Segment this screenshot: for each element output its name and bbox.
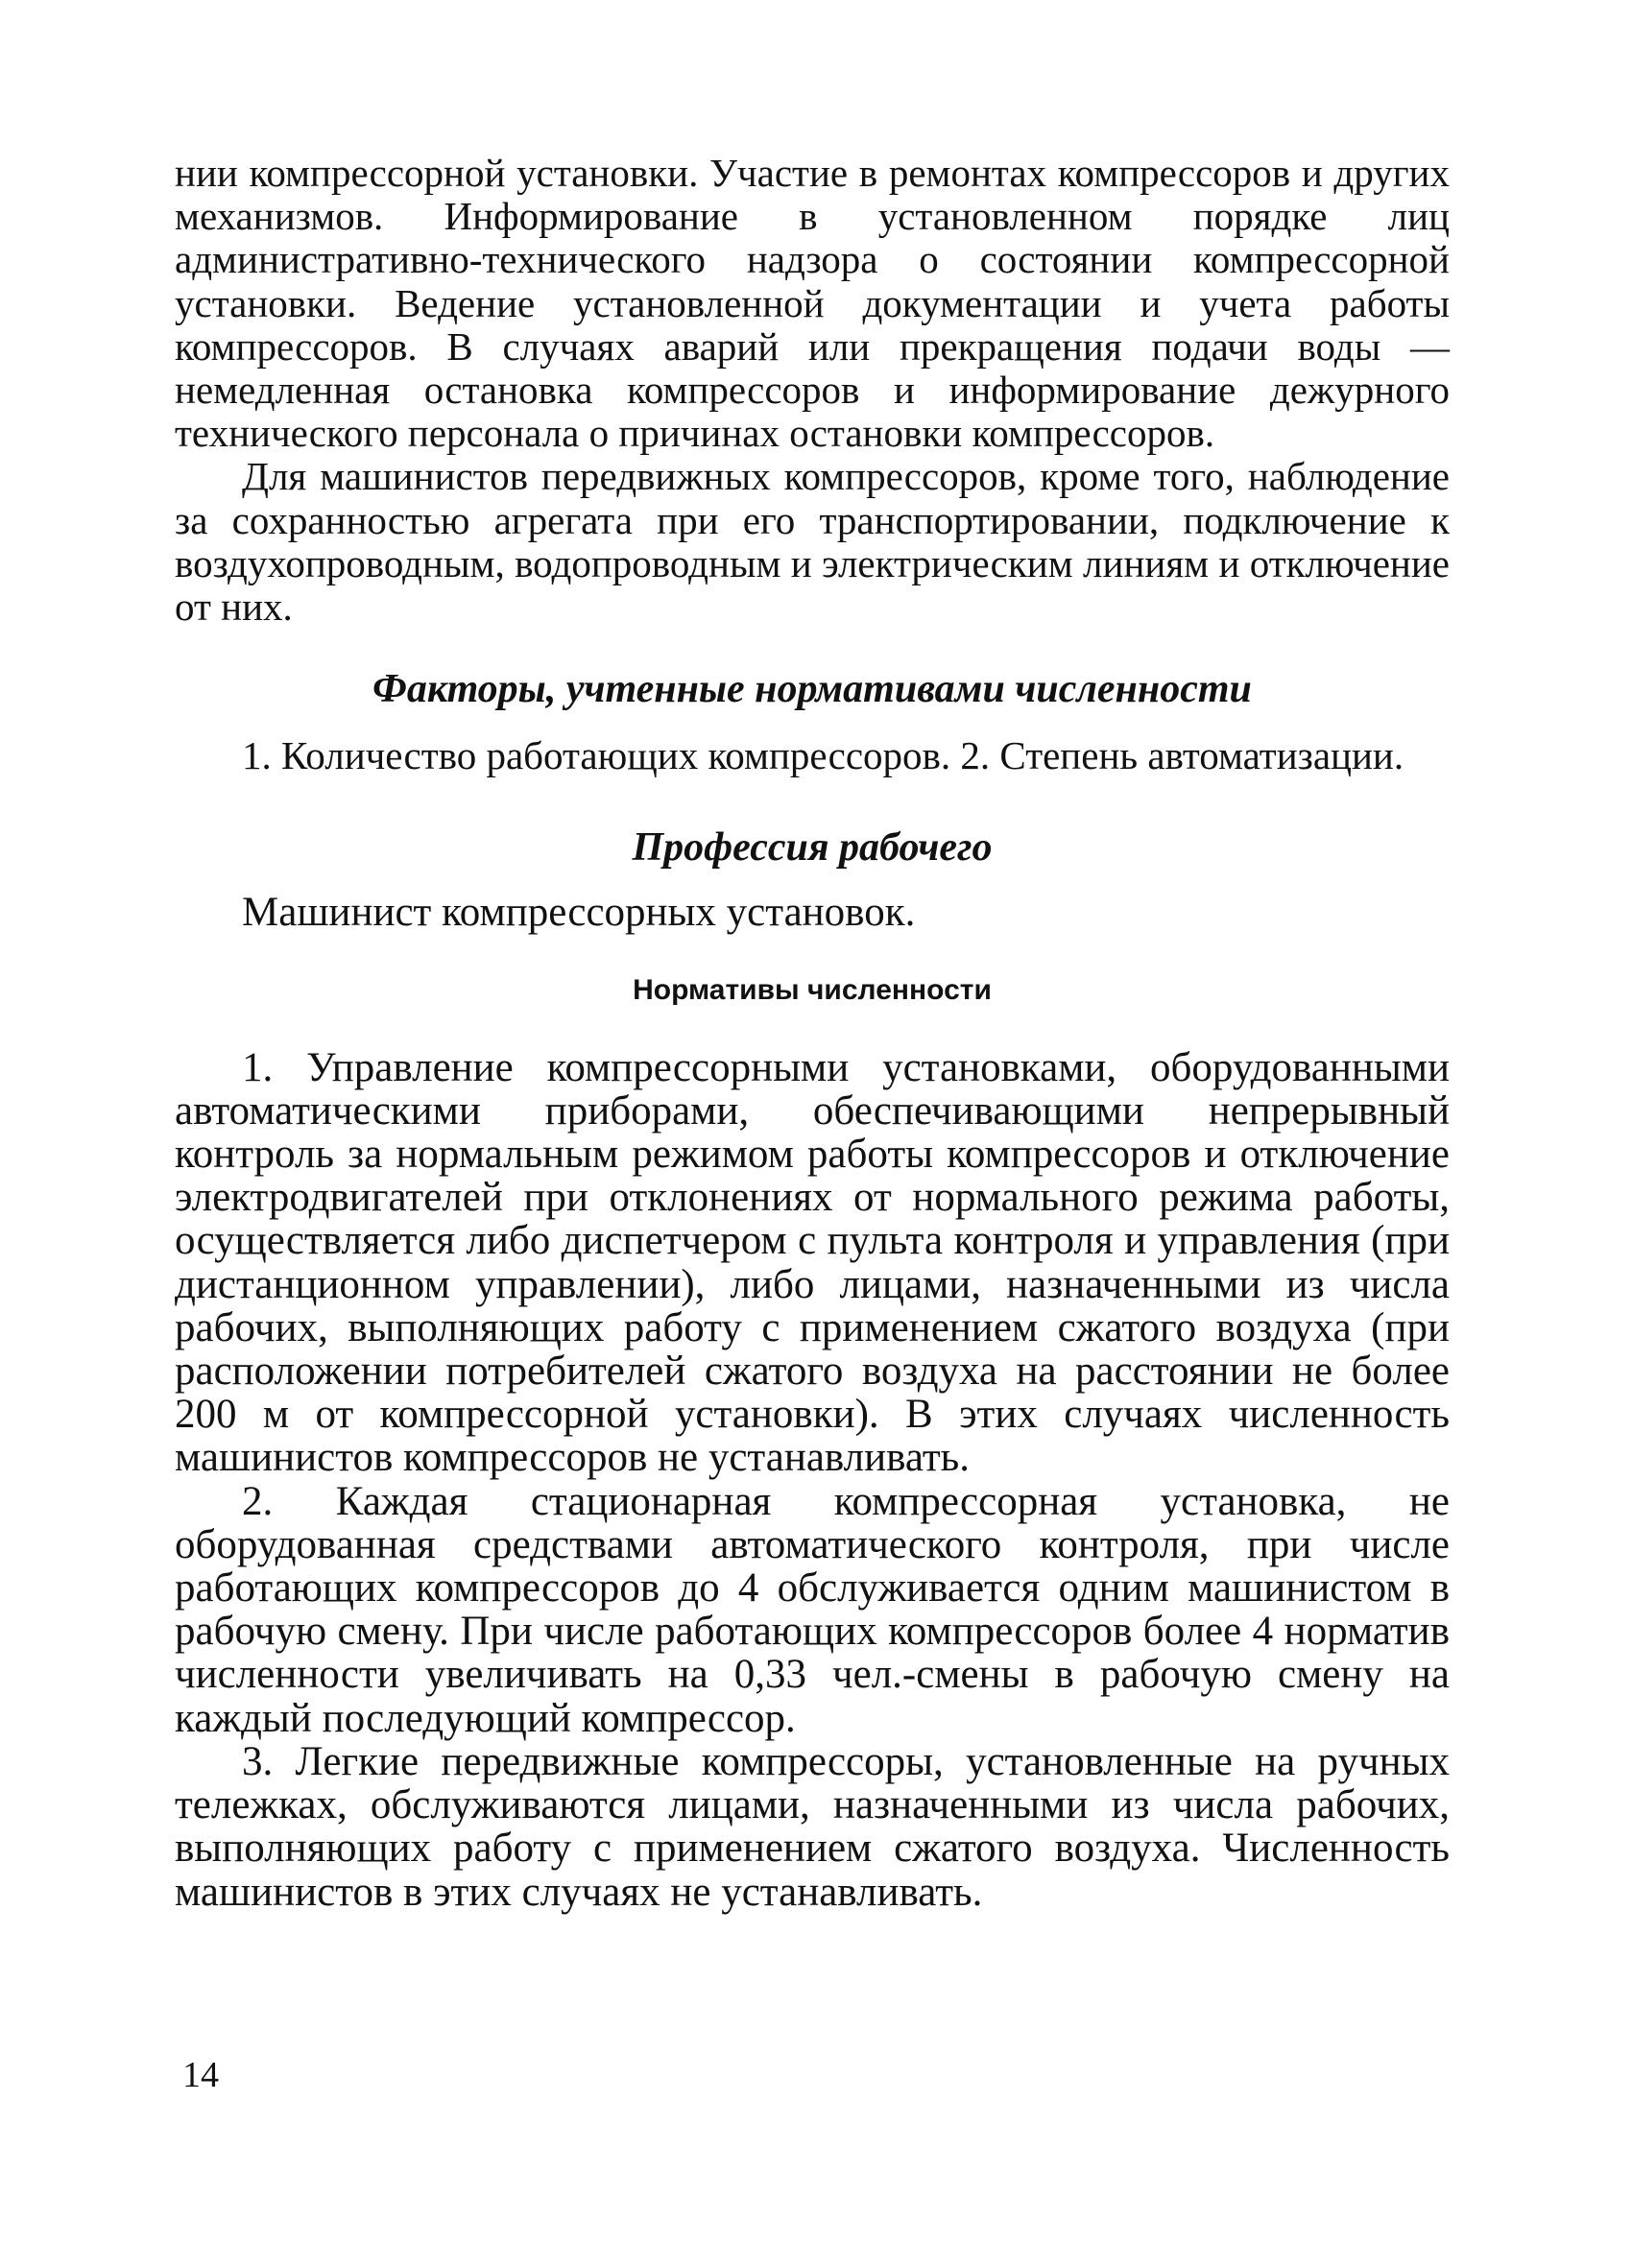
paragraph-factors: 1. Количество работающих компрессоров. 2. Степень автоматизации.	[242, 733, 1404, 778]
page-number: 14	[182, 2055, 219, 2095]
document-page	[175, 152, 1450, 1914]
paragraph-profession: Машинист компрессорных установок.	[242, 890, 916, 936]
heading-profession: Профессия рабочего	[632, 825, 993, 871]
paragraph-duties-continued: нии компрессорной установки. Участие в ремонтах компрессоров и других механизмов. Информирование в установленном порядке лиц административно-технического надзора о состоянии компрессорной установки. Ведение установленной документации и учета работы компрессоров. В случаях аварий или прекращения подачи воды — немедленная остановка компрессоров и информирование дежурного технического персонала о причинах остановки компрессоров.	[175, 151, 1450, 456]
heading-norms: Нормативы численности	[633, 973, 992, 1006]
heading-factors: Факторы, учтенные нормативами численности	[372, 667, 1252, 712]
paragraph-mobile-compressors: Для машинистов передвижных компрессоров, кроме того, наблюдение за сохранностью агрегата при его транспортировании, подключение к воздухопроводным, водопроводным и электрическим линиям и отключение от них.	[175, 454, 1450, 630]
norm-item-1: 1. Управление компрессорными установками, оборудованными автоматическими приборами, обеспечивающими непрерывный контроль за нормальным режимом работы компрессоров и отключение электродвигателей при отклонениях от нормального режима работы, осуществляется либо диспетчером с пульта контроля и управления (при дистанционном управлении), либо лицами, назначенными из числа рабочих, выполняющих работу с применением сжатого воздуха (при расположении потребителей сжатого воздуха на расстоянии не более 200 м от компрессорной установки). В этих случаях численность машинистов компрессоров не устанавливать.	[175, 1044, 1450, 1481]
norm-item-3: 3. Легкие передвижные компрессоры, установленные на ручных тележках, обслуживаются лицами, назначенными из числа рабочих, выполняющих работу с применением сжатого воздуха. Численность машинистов в этих случаях не устанавливать.	[175, 1738, 1450, 1915]
norm-item-2: 2. Каждая стационарная компрессорная установка, не оборудованная средствами автоматического контроля, при числе работающих компрессоров до 4 обслуживается одним машинистом в рабочую смену. При числе работающих компрессоров более 4 норматив численности увеличивать на 0,33 чел.-смены в рабочую смену на каждый последующий компрессор.	[175, 1478, 1450, 1741]
